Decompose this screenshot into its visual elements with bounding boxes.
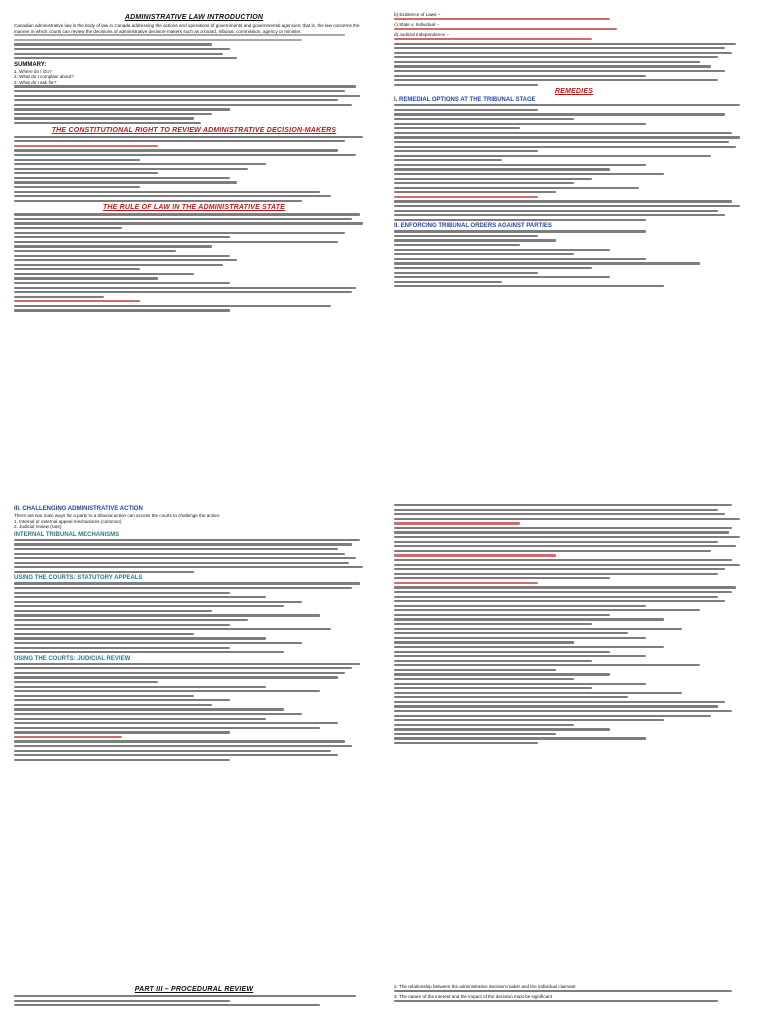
state-v-individual: c) State v. Individual – bbox=[394, 22, 439, 28]
procedural-nature: 3. The nature of the interest and the impact of the decision must be significant bbox=[394, 994, 552, 1000]
top-left-column bbox=[8, 10, 380, 492]
challenging-item-1: 1. Internal or external appeal mechanisms (common) bbox=[14, 518, 122, 524]
part3-title: PART III – PROCEDURAL REVIEW bbox=[134, 986, 254, 993]
constitutional-title: THE CONSTITUTIONAL RIGHT TO REVIEW ADMINISTRATIVE DECISION-MAKERS bbox=[51, 126, 337, 134]
top-right-column bbox=[388, 10, 760, 492]
summary-label: SUMMARY: bbox=[14, 61, 47, 68]
judicial-review-heading: USING THE COURTS: JUDICIAL REVIEW bbox=[14, 655, 131, 662]
enforcing-title: II. ENFORCING TRIBUNAL ORDERS AGAINST PARTIES bbox=[394, 223, 552, 230]
summary-q1: 1. Where do I Go? bbox=[14, 68, 52, 74]
rule-of-law-title: THE RULE OF LAW IN THE ADMINISTRATIVE STATE bbox=[102, 204, 286, 212]
challenging-intro: There are two main ways for a party to a tribunal action can access the courts to challenge the action: bbox=[14, 513, 221, 518]
bottom-strip-right bbox=[388, 982, 760, 1022]
challenging-title: III. CHALLENGING ADMINISTRATIVE ACTION bbox=[14, 506, 143, 512]
statutory-appeals-heading: USING THE COURTS: STATUTORY APPEALS bbox=[14, 575, 143, 582]
internal-mechanisms-heading: INTERNAL TRIBUNAL MECHANISMS bbox=[14, 531, 120, 538]
summary-q3: 3. What do I ask for? bbox=[14, 79, 57, 85]
bottom-strip-left bbox=[8, 982, 380, 1022]
intro-paragraph: Canadian administrative law is the body of law in Canada addressing the actions and operations of governments and governmental agencies; that is, the law concerns the manner in which courts can review the decisions of administrative decision-makers such as a board, tribunal, commission, agency or minister. bbox=[14, 23, 360, 34]
bottom-right-column bbox=[388, 502, 760, 982]
existence-of-laws: b) Existence of Laws – bbox=[394, 12, 441, 17]
admin-law-intro-title: ADMINISTRATIVE LAW INTRODUCTION bbox=[124, 14, 264, 21]
summary-q2: 2. What do I complain about? bbox=[14, 74, 74, 80]
remedies-title: REMEDIES bbox=[554, 88, 594, 96]
challenging-item-2: 2. Judicial review (rare) bbox=[14, 524, 62, 530]
procedural-relationship: 2. The relationship between the administrative decision-maker and the individual claimant bbox=[394, 984, 576, 989]
remedial-options-title: I. REMEDIAL OPTIONS AT THE TRIBUNAL STAGE bbox=[394, 97, 536, 104]
judicial-independence: d) Judicial Independence – bbox=[394, 32, 449, 38]
bottom-left-column bbox=[8, 502, 380, 982]
